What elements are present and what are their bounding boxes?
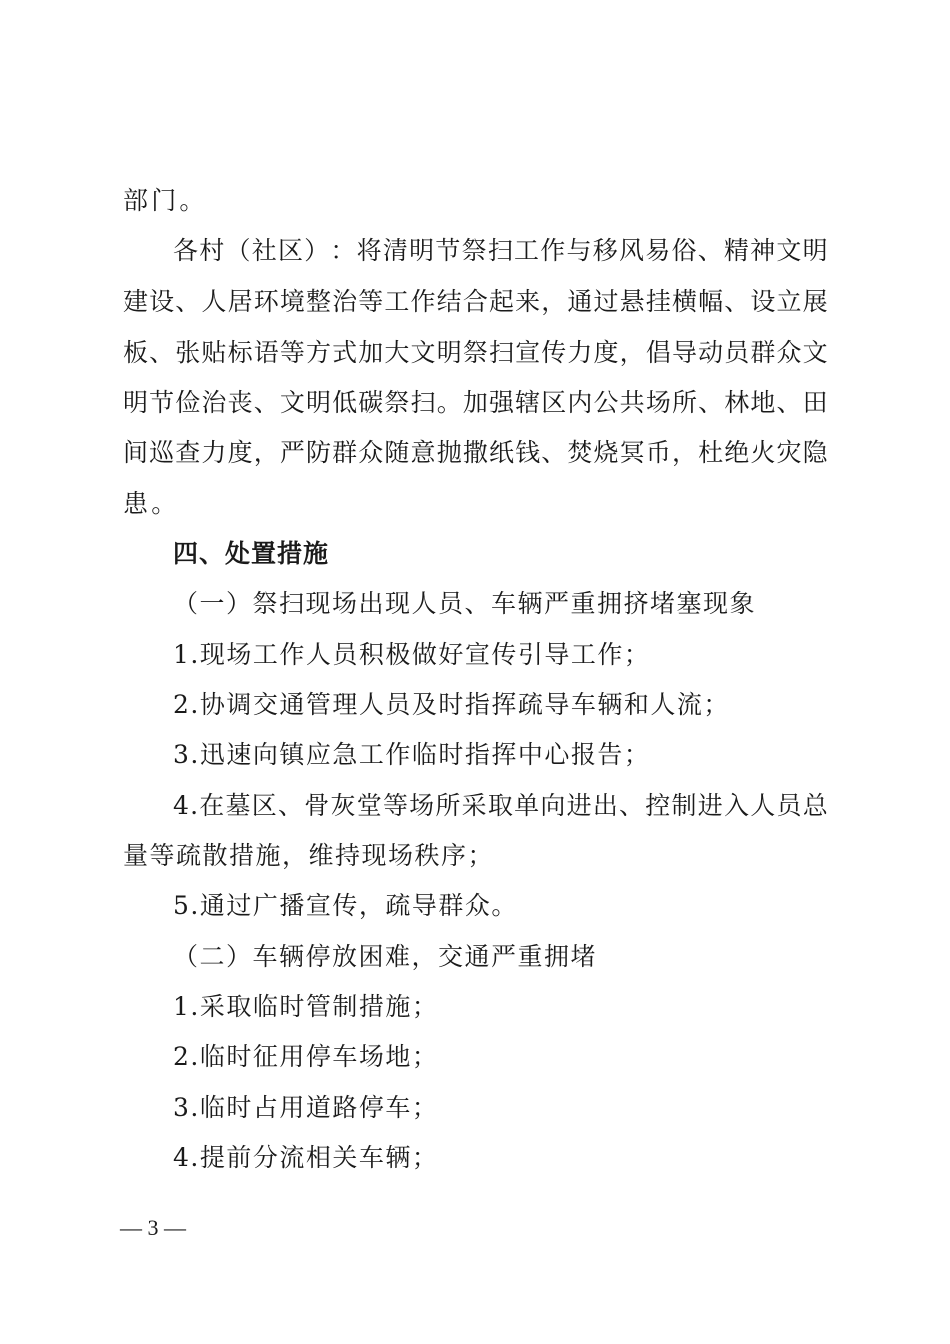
list-item: 2.协调交通管理人员及时指挥疏导车辆和人流； [173,690,730,719]
paragraph-line: 患。 [123,489,180,518]
list-item: 2.临时征用停车场地； [173,1042,439,1071]
paragraph-continuation: 部门。 [123,186,208,215]
subsection-title: （一）祭扫现场出现人员、车辆严重拥挤堵塞现象 [173,589,757,618]
list-item: 4 . 在 墓 区 、 骨 灰 堂 等 场 所 采 取 单 向 进 出 、 控 制 进 入 人 员 总 [173,791,828,820]
subsection-title: （二）车辆停放困难，交通严重拥堵 [173,942,598,971]
paragraph-line: 板 、 张 贴 标 语 等 方 式 加 大 文 明 祭 扫 宣 传 力 度 ， 倡 导 动 员 群 众 文 [123,338,828,367]
list-item: 1.现场工作人员积极做好宣传引导工作； [173,640,651,669]
list-item: 4.提前分流相关车辆； [173,1143,439,1172]
list-item-continuation: 量等疏散措施，维持现场秩序； [123,841,495,870]
list-item: 1.采取临时管制措施； [173,992,439,1021]
list-item: 3.迅速向镇应急工作临时指挥中心报告； [173,740,651,769]
section-heading: 四、处置措施 [173,539,330,568]
list-item: 3.临时占用道路停车； [173,1093,439,1122]
paragraph-line: 明 节 俭 治 丧 、 文 明 低 碳 祭 扫 。 加 强 辖 区 内 公 共 场 所 、 林 地 、 田 [123,388,828,417]
paragraph-line: 各 村 （ 社 区 ） ： 将 清 明 节 祭 扫 工 作 与 移 风 易 俗 、 精 神 文 明 [173,236,828,265]
list-item: 5.通过广播宣传，疏导群众。 [173,891,518,920]
paragraph-line: 建 设 、 人 居 环 境 整 治 等 工 作 结 合 起 来 ， 通 过 悬 挂 横 幅 、 设 立 展 [123,287,828,316]
page-number: — 3 — [120,1215,186,1240]
paragraph-line: 间 巡 查 力 度 ， 严 防 群 众 随 意 抛 撒 纸 钱 、 焚 烧 冥 币 ， 杜 绝 火 灾 隐 [123,438,828,467]
